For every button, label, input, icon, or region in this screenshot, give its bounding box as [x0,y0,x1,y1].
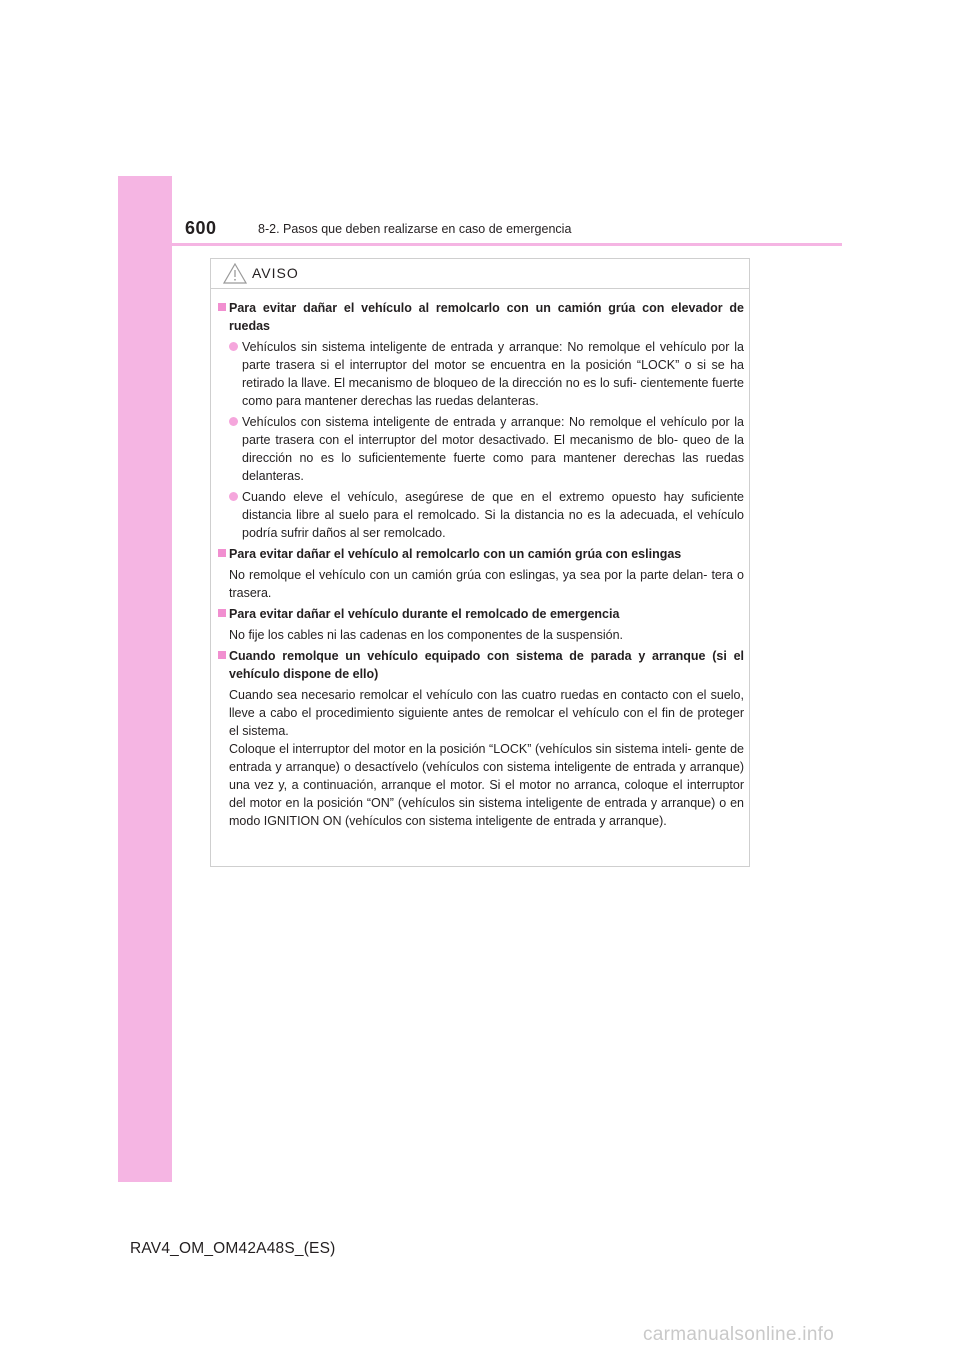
bullet-item: Cuando eleve el vehículo, asegúrese de que en el extremo opuesto hay suficiente distancia libre al suelo para el remolcado. Si la distancia no es la adecuada, el vehículo podría sufrir daños al ser remolcado. [218,488,744,542]
page-number: 600 [185,218,217,238]
section-text: No remolque el vehículo con un camión grúa con eslingas, ya sea por la parte delan- tera o trasera. [229,568,744,600]
section-text: Cuando sea necesario remolcar el vehículo con las cuatro ruedas en contacto con el suelo, lleve a cabo el procedimiento siguiente antes de remolcar el vehículo con el fin de proteger el sistema. [229,688,744,738]
section-title: 8-2. Pasos que deben realizarse en caso de emergencia [258,222,572,236]
side-color-band [118,176,172,1182]
section-text: Coloque el interruptor del motor en la posición “LOCK” (vehículos sin sistema inteli- gente de entrada y arranque) o desactívelo (vehículos con sistema inteligente de entrada y arranque) una vez y, a continuación, arranque el motor. Si el motor no arranca, coloque el interruptor del motor en la posición “ON” (vehículos sin sistema inteligente de entrada y arranque) o en modo IGNITION ON (vehículos con sistema inteligente de entrada y arranque). [229,742,744,828]
heading-square-icon [218,609,226,617]
section-heading: Para evitar dañar el vehículo durante el remolcado de emergencia [218,605,744,623]
section-heading: Para evitar dañar el vehículo al remolcarlo con un camión grúa con elevador de ruedas [218,299,744,335]
bullet-dot-icon [229,417,238,426]
section-heading: Para evitar dañar el vehículo al remolcarlo con un camión grúa con eslingas [218,545,744,563]
bullet-dot-icon [229,492,238,501]
notice-body [218,299,744,833]
section-heading: Cuando remolque un vehículo equipado con sistema de parada y arranque (si el vehículo dispone de ello) [218,647,744,683]
warning-triangle-icon [223,263,247,284]
header-rule [118,243,842,246]
heading-square-icon [218,549,226,557]
bullet-item: Vehículos con sistema inteligente de entrada y arranque: No remolque el vehículo por la parte trasera con el interruptor del motor desactivado. El mecanismo de blo- queo de la dirección no es lo suficientemente fuerte como para mantener derechas las ruedas delanteras. [218,413,744,485]
notice-title: AVISO [252,265,299,281]
document-code: RAV4_OM_OM42A48S_(ES) [130,1240,336,1257]
heading-square-icon [218,303,226,311]
notice-box [210,258,750,867]
bullet-item: Vehículos sin sistema inteligente de entrada y arranque: No remolque el vehículo por la parte trasera si el interruptor del motor se encuentra en la posición “LOCK” o si se ha retirado la llave. El mecanismo de bloqueo de la dirección no es lo sufi- cientemente fuerte como para mantener derechas las ruedas delanteras. [218,338,744,410]
notice-header [211,259,749,289]
section-text: No fije los cables ni las cadenas en los componentes de la suspensión. [229,628,623,642]
bullet-dot-icon [229,342,238,351]
heading-square-icon [218,651,226,659]
watermark: carmanualsonline.info [643,1324,835,1345]
